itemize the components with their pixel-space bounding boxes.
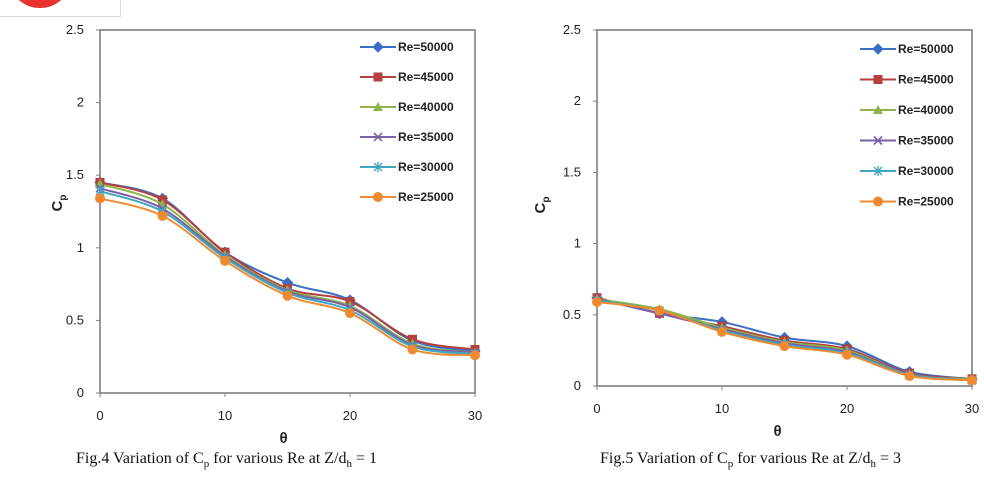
data-point-marker xyxy=(408,344,418,354)
legend-label: Re=40000 xyxy=(398,100,454,114)
x-tick-label: 20 xyxy=(342,408,358,423)
y-tick-label: 1 xyxy=(76,239,84,255)
data-point-marker xyxy=(283,291,293,301)
figure-4-caption: Fig.4 Variation of $C_p$ for various Re at $Z/d_h = 1$ xyxy=(76,450,378,471)
data-point-marker xyxy=(717,327,727,337)
data-point-marker xyxy=(95,193,105,203)
y-tick-label: 0 xyxy=(573,378,581,393)
x-axis-title: θ xyxy=(773,423,782,440)
legend-marker xyxy=(373,192,383,202)
legend-label: Re=50000 xyxy=(898,42,954,56)
data-point-marker xyxy=(345,308,355,318)
data-point-marker xyxy=(780,341,790,351)
legend-label: Re=35000 xyxy=(898,133,954,148)
legend-label: Re=30000 xyxy=(398,160,454,174)
data-point-marker xyxy=(592,297,602,307)
data-point-marker xyxy=(842,350,852,360)
y-tick-label: 0.5 xyxy=(65,312,84,328)
plot-area-frame xyxy=(100,30,475,393)
y-tick-label: 2.5 xyxy=(562,22,581,37)
x-tick-label: 0 xyxy=(593,401,601,416)
chart-2 xyxy=(532,22,979,440)
y-tick-label: 2.5 xyxy=(65,22,84,37)
y-tick-label: 1.5 xyxy=(65,167,84,183)
legend-marker xyxy=(873,197,883,207)
y-tick-label: 0.5 xyxy=(562,306,581,322)
legend-label: Re=45000 xyxy=(398,70,454,84)
y-tick-label: 0 xyxy=(76,385,84,400)
y-axis-title: $C_p$ xyxy=(49,194,69,212)
legend-label: Re=25000 xyxy=(398,190,454,204)
legend-label: Re=50000 xyxy=(398,40,454,54)
legend-label: Re=35000 xyxy=(398,130,454,144)
y-tick-label: 2 xyxy=(573,93,581,109)
data-point-marker xyxy=(967,375,977,385)
legend-label: Re=30000 xyxy=(898,164,954,178)
data-point-marker xyxy=(220,256,230,266)
x-tick-label: 10 xyxy=(714,401,730,416)
x-tick-label: 10 xyxy=(217,408,233,423)
y-tick-label: 1 xyxy=(573,235,581,251)
data-point-marker xyxy=(158,211,168,221)
data-point-marker xyxy=(905,371,915,381)
x-tick-label: 30 xyxy=(964,401,980,416)
legend-marker xyxy=(874,75,883,84)
x-tick-label: 0 xyxy=(96,408,104,423)
legend-label: Re=40000 xyxy=(898,103,954,117)
y-tick-label: 2 xyxy=(76,94,84,110)
x-tick-label: 30 xyxy=(467,408,483,423)
data-point-marker xyxy=(470,350,480,360)
chart-1 xyxy=(49,22,482,447)
legend-label: Re=45000 xyxy=(898,72,954,87)
legend-label: Re=25000 xyxy=(898,194,954,209)
data-point-marker xyxy=(655,306,665,316)
x-axis-title: θ xyxy=(279,430,288,447)
figure-5-caption: Fig.5 Variation of $C_p$ for various Re at $Z/d_h = 3$ xyxy=(600,450,902,471)
x-tick-label: 20 xyxy=(839,401,855,416)
legend-marker xyxy=(374,73,383,82)
y-axis-title: $C_p$ xyxy=(532,196,552,214)
y-tick-label: 1.5 xyxy=(562,164,581,180)
